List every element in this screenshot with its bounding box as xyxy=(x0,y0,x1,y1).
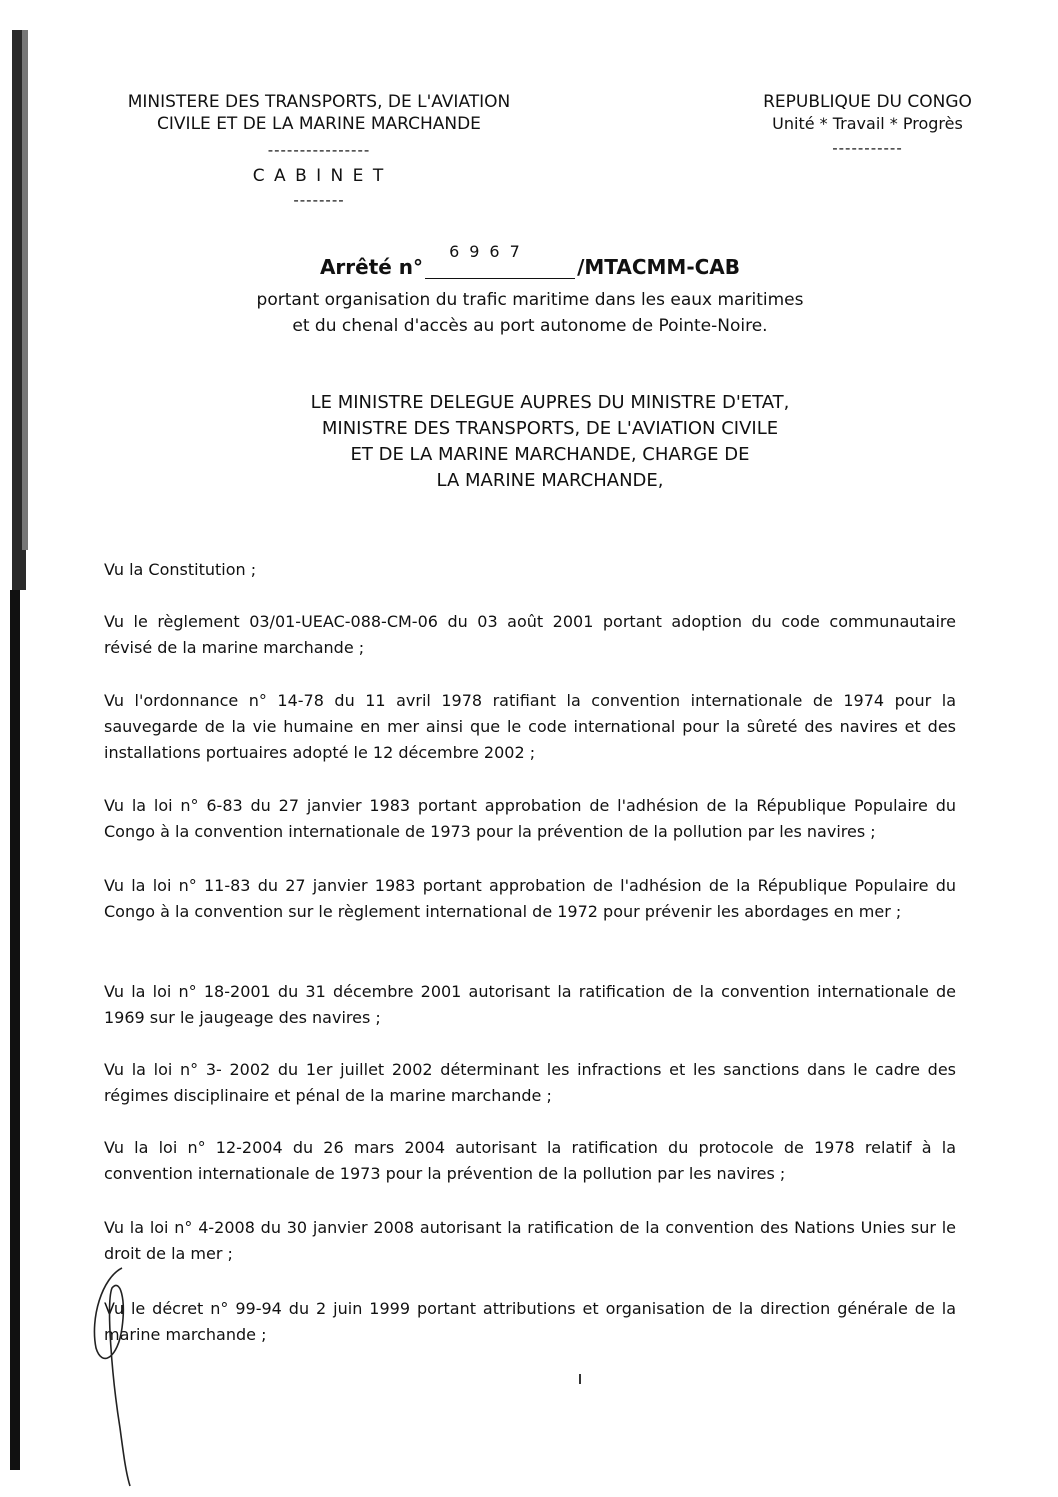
minister-line-2: MINISTRE DES TRANSPORTS, DE L'AVIATION CIVILE xyxy=(321,418,779,439)
visa-paragraph: Vu l'ordonnance n° 14-78 du 11 avril 1978 ratifiant la convention internationale de 1974 pour la sauvegarde de la vie humaine en mer ainsi que le code international pour la sûreté des navires et des installations portuaires adopté le 12 décembre 2002 ; xyxy=(104,691,956,762)
minister-heading xyxy=(190,390,910,494)
handwritten-initial-mark xyxy=(82,1258,142,1488)
decree-prefix: Arrêté n° xyxy=(319,255,424,279)
visa-paragraph: Vu le décret n° 99-94 du 2 juin 1999 portant attributions et organisation de la direction générale de la marine marchande ; xyxy=(104,1299,956,1344)
visa-paragraph: Vu la loi n° 11-83 du 27 janvier 1983 portant approbation de l'adhésion de la République Populaire du Congo à la convention sur le règlement international de 1972 pour prévenir les abordages en mer ; xyxy=(104,876,956,921)
ministry-line-1: MINISTERE DES TRANSPORTS, DE L'AVIATION xyxy=(127,92,511,112)
visa-paragraph: Vu la loi n° 6-83 du 27 janvier 1983 portant approbation de l'adhésion de la République Populaire du Congo à la convention internationale de 1973 pour la prévention de la pollution par les navires ; xyxy=(104,796,956,841)
decree-suffix: /MTACMM-CAB xyxy=(577,255,741,279)
minister-line-1: LE MINISTRE DELEGUE AUPRES DU MINISTRE D'ETAT, xyxy=(310,392,790,413)
scan-edge-shadow xyxy=(8,30,34,1470)
decree-subject xyxy=(160,287,900,339)
visa-paragraph: Vu la loi n° 4-2008 du 30 janvier 2008 autorisant la ratification de la convention des Nations Unies sur le droit de la mer ; xyxy=(104,1218,956,1263)
cabinet-separator: -------- xyxy=(293,191,345,209)
ministry-line-2: CIVILE ET DE LA MARINE MARCHANDE xyxy=(157,114,481,134)
decree-number: 6967 xyxy=(449,242,530,261)
visa-paragraph: Vu la loi n° 18-2001 du 31 décembre 2001 autorisant la ratification de la convention internationale de 1969 sur le jaugeage des navires ; xyxy=(104,982,956,1027)
decree-subject-line-2: et du chenal d'accès au port autonome de Pointe-Noire. xyxy=(292,316,768,336)
minister-line-3: ET DE LA MARINE MARCHANDE, CHARGE DE xyxy=(350,444,750,465)
republic-header xyxy=(745,91,990,159)
republic-name: REPUBLIQUE DU CONGO xyxy=(763,92,972,112)
visa-paragraph: Vu la Constitution ; xyxy=(104,560,257,579)
minister-line-4: LA MARINE MARCHANDE, xyxy=(436,470,664,491)
decree-title xyxy=(230,242,830,279)
decree-subject-line-1: portant organisation du trafic maritime dans les eaux maritimes xyxy=(256,290,804,310)
visa-paragraph: Vu le règlement 03/01-UEAC-088-CM-06 du 03 août 2001 portant adoption du code communautaire révisé de la marine marchande ; xyxy=(104,612,956,657)
ministry-separator: ---------------- xyxy=(267,141,371,159)
page-mark xyxy=(579,1374,581,1384)
visa-paragraph: Vu la loi n° 12-2004 du 26 mars 2004 autorisant la ratification du protocole de 1978 relatif à la convention internationale de 1973 pour la prévention de la pollution par les navires ; xyxy=(104,1138,956,1183)
cabinet-label: C A B I N E T xyxy=(252,166,386,186)
decree-number-field xyxy=(425,242,575,279)
republic-motto: Unité * Travail * Progrès xyxy=(772,114,963,133)
ministry-header xyxy=(86,91,552,211)
visa-paragraph: Vu la loi n° 3- 2002 du 1er juillet 2002 déterminant les infractions et les sanctions dans le cadre des régimes disciplinaire et pénal de la marine marchande ; xyxy=(104,1060,956,1105)
republic-separator: ----------- xyxy=(832,139,903,157)
